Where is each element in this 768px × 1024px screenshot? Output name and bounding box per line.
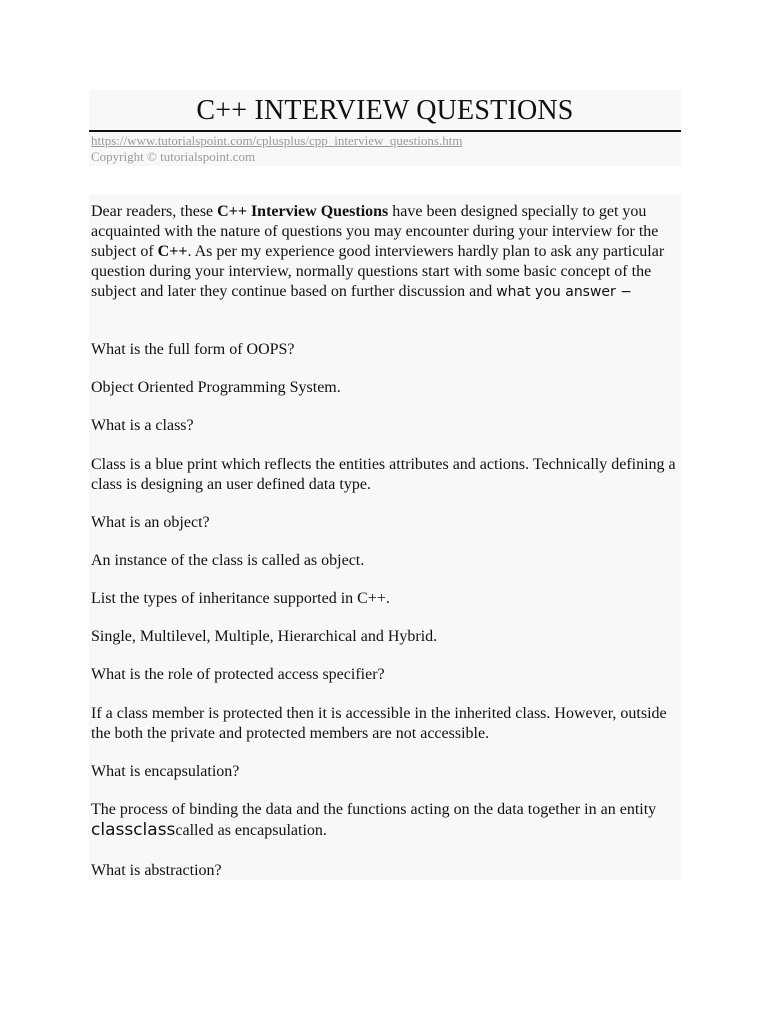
intro-paragraph [91, 202, 679, 302]
intro-text-2: have been designed specially to get you acquainted with the nature of questions you may encounter during your interview for the subject of [91, 203, 659, 260]
intro-text-3: . As per my experience good interviewers hardly plan to ask any particular question during your interview, normally questions start with some basic concept of the subject and later they continue based on further discussion and [91, 243, 665, 300]
document-body [89, 195, 681, 880]
question-oops: What is the full form of OOPS? [91, 341, 295, 358]
answer-encapsulation-text-1: The process of binding the data and the functions acting on the data together in an entity [91, 801, 657, 818]
intro-text-4: what you answer − [496, 284, 632, 300]
question-protected: What is the role of protected access specifier? [91, 666, 385, 683]
question-encapsulation: What is encapsulation? [91, 763, 240, 780]
answer-class: Class is a blue print which reflects the entities attributes and actions. Technically defining a class is designing an user defined data type. [91, 456, 676, 493]
document-header [89, 90, 681, 166]
answer-oops: Object Oriented Programming System. [91, 379, 341, 396]
intro-bold-title: C++ Interview Questions [217, 203, 389, 220]
question-inheritance: List the types of inheritance supported in C++. [91, 590, 390, 607]
question-class: What is a class? [91, 417, 194, 434]
question-abstraction: What is abstraction? [91, 862, 222, 879]
answer-encapsulation [91, 800, 679, 841]
answer-protected: If a class member is protected then it is accessible in the inherited class. However, outside the both the private and protected members are not accessible. [91, 705, 667, 742]
intro-bold-subject: C++ [157, 243, 188, 260]
title-divider [89, 130, 681, 132]
copyright-notice: Copyright © tutorialspoint.com [91, 149, 256, 164]
answer-encapsulation-text-2: called as encapsulation. [175, 822, 327, 839]
source-link[interactable]: https://www.tutorialspoint.com/cplusplus/cpp_interview_questions.htm [91, 133, 463, 148]
answer-object: An instance of the class is called as object. [91, 552, 365, 569]
answer-encapsulation-term: classclass [91, 820, 176, 840]
question-object: What is an object? [91, 514, 210, 531]
answer-inheritance: Single, Multilevel, Multiple, Hierarchical and Hybrid. [91, 628, 438, 645]
page-title: C++ INTERVIEW QUESTIONS [196, 95, 574, 126]
intro-text-1: Dear readers, these [91, 203, 218, 220]
